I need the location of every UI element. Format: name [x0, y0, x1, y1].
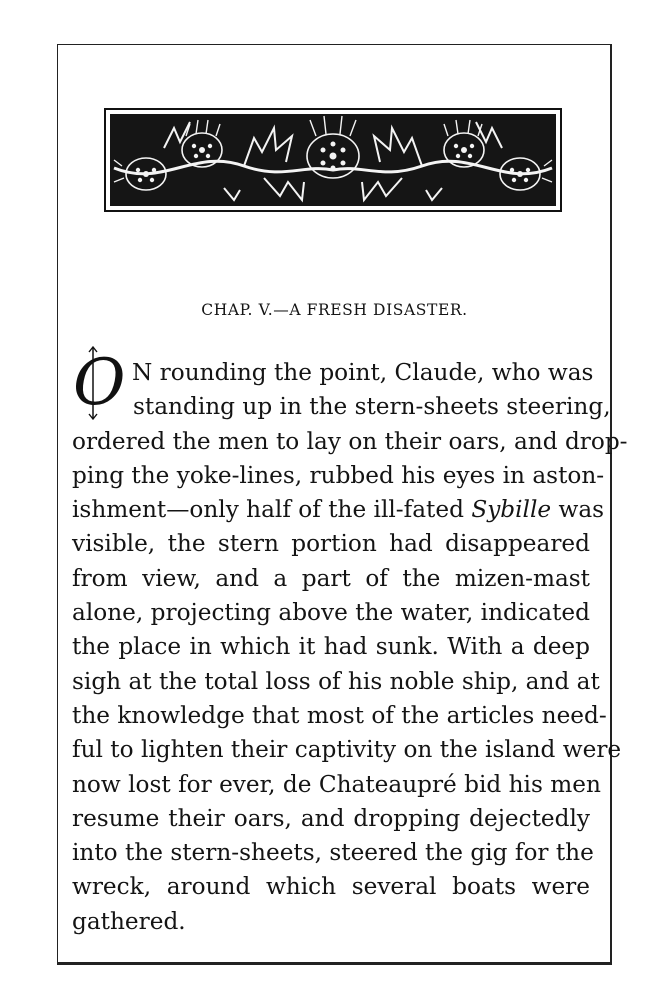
text-line: sigh at the total loss of his noble ship, and at: [72, 667, 600, 695]
text-line: resume their oars, and dropping dejectedly: [72, 804, 590, 832]
text-line: ping the yoke-lines, rubbed his eyes in aston-: [72, 461, 605, 489]
text-line: now lost for ever, de Chateaupré bid his men: [72, 770, 601, 798]
text-line: N rounding the point, Claude, who was: [132, 359, 594, 386]
text-line: standing up in the stern-sheets steering,: [133, 393, 611, 421]
drop-cap-letter: O: [73, 346, 126, 420]
text-line: ordered the men to lay on their oars, and drop-: [72, 427, 628, 455]
text-line: gathered.: [72, 907, 186, 935]
text-line: visible, the stern portion had disappeared: [72, 530, 590, 558]
text-fragment: was: [551, 496, 605, 524]
text-fragment: ishment—only half of the ill-fated: [72, 496, 472, 524]
text-line: the knowledge that most of the articles need-: [72, 701, 607, 729]
body-text: [72, 356, 628, 939]
text-line: alone, projecting above the water, indicated: [72, 599, 590, 627]
text-line-with-ship-name: [72, 493, 605, 527]
thistle-banner-icon: [104, 108, 562, 212]
text-line: the place in which it had sunk. With a deep: [72, 633, 590, 661]
text-line: ful to lighten their captivity on the island were: [72, 736, 622, 764]
ship-name: Sybille: [471, 496, 552, 524]
text-line: from view, and a part of the mizen-mast: [72, 564, 590, 592]
chapter-title: CHAP. V.—A FRESH DISASTER.: [201, 301, 468, 319]
text-line: into the stern-sheets, steered the gig for the: [72, 839, 594, 867]
text-line: wreck, around which several boats were: [72, 873, 590, 901]
